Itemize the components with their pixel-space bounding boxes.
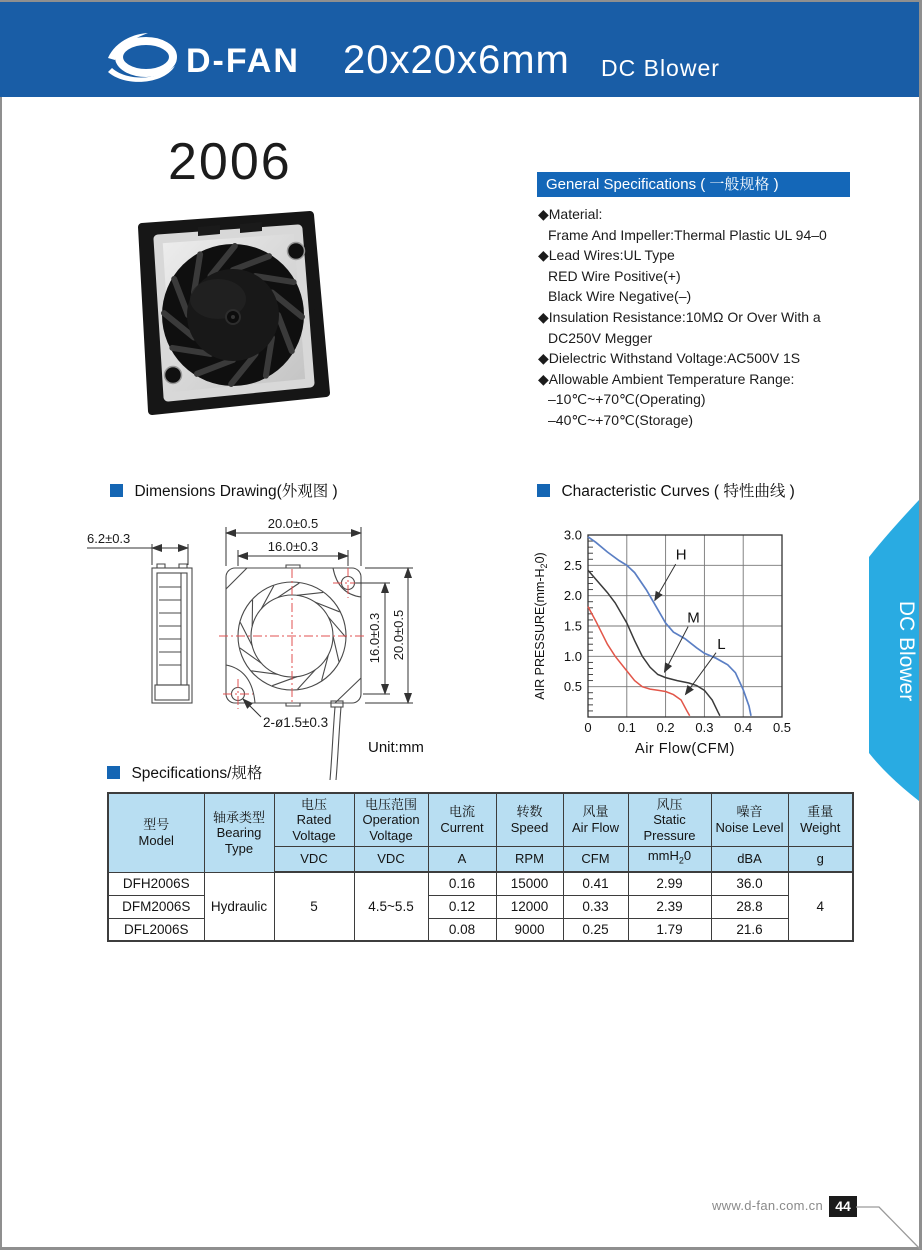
x-axis-title: Air Flow(CFM) [635,741,735,757]
unit-mmh2o: mmH$_2$0 [628,846,711,872]
svg-text:0: 0 [584,720,592,735]
blue-square-icon [537,484,550,497]
svg-text:M: M [687,609,700,627]
unit-dba: dBA [711,846,788,872]
table-row [108,872,853,895]
cell-noise: 28.8 [711,895,788,918]
col-header-noise: 噪音 Noise Level [711,793,788,846]
spec-item: ◆Material: [538,206,603,222]
dim-width-top-label: 20.0±0.5 [267,516,319,531]
svg-text:0.4: 0.4 [734,720,753,735]
side-tab-label: DC Blower [895,600,918,702]
svg-text:0.1: 0.1 [617,720,636,735]
cell-current: 0.12 [428,895,496,918]
col-header-operation-voltage: 电压范围 Operation Voltage [354,793,428,846]
footer-website: www.d-fan.com.cn [711,1198,823,1213]
spec-item: ◆Insulation Resistance:10MΩ Or Over With a [538,308,821,325]
col-header-model: 型号 Model [108,793,204,872]
col-header-speed: 转数 Speed [496,793,563,846]
svg-text:1.5: 1.5 [563,618,582,634]
dim-hole-pitch-top-label: 16.0±0.3 [267,539,319,554]
svg-text:0.3: 0.3 [695,720,714,735]
col-header-airflow: 风量 Air Flow [563,793,628,846]
footer-corner-line [855,1195,922,1250]
dim-hole-note-label: 2-ø1.5±0.3 [263,715,329,730]
col-header-weight: 重量 Weight [788,793,853,846]
cell-rated-voltage: 5 [274,872,354,941]
spec-item: ◆Dielectric Withstand Voltage:AC500V 1S [538,350,801,367]
svg-text:L: L [717,636,726,654]
unit-vdc: VDC [354,846,428,872]
cell-bearing-type: Hydraulic [204,872,274,941]
section-title-specifications: Specifications/规格 [107,761,262,783]
unit-label: Unit:mm [368,739,424,756]
blue-square-icon [107,766,120,779]
characteristic-curves-chart [520,510,820,768]
section-title-curves: Characteristic Curves ( 特性曲线 ) [537,479,795,501]
svg-text:H: H [675,546,687,564]
spec-item: ◆Allowable Ambient Temperature Range: [538,370,795,387]
blue-square-icon [110,484,123,497]
unit-g: g [788,846,853,872]
dimensions-drawing [85,505,535,790]
spec-item: Frame And Impeller:Thermal Plastic UL 94–0 [548,226,827,243]
general-specifications-list [538,204,888,431]
cell-model: DFL2006S [108,918,204,941]
col-header-rated-voltage: 电压 Rated Voltage [274,793,354,846]
section-title-dimensions: Dimensions Drawing(外观图 ) [110,479,338,501]
curve-m [588,570,720,716]
col-header-current: 电流 Current [428,793,496,846]
svg-text:0.2: 0.2 [656,720,675,735]
brand-name: D-FAN [186,42,300,80]
cell-current: 0.16 [428,872,496,895]
cell-weight: 4 [788,872,853,941]
page-number-badge: 44 [829,1196,857,1217]
specs-table [107,792,854,942]
cell-airflow: 0.33 [563,895,628,918]
spec-item: –10℃~+70℃(Operating) [548,391,706,408]
page-border-left [0,0,2,1250]
mounting-hole-top-right [288,243,305,260]
cell-speed: 15000 [496,872,563,895]
cell-pressure: 1.79 [628,918,711,941]
spec-item: DC250V Megger [548,329,653,346]
spec-item: RED Wire Positive(+) [548,267,681,284]
cell-speed: 9000 [496,918,563,941]
svg-text:3.0: 3.0 [563,527,582,543]
cell-noise: 21.6 [711,918,788,941]
product-size-title: 20x20x6mm [343,38,570,82]
spec-item: –40℃~+70℃(Storage) [548,411,694,428]
cell-current: 0.08 [428,918,496,941]
svg-text:1.0: 1.0 [563,648,582,664]
cell-pressure: 2.39 [628,895,711,918]
svg-text:0.5: 0.5 [563,679,582,695]
cell-speed: 12000 [496,895,563,918]
fan-swirl-logo-icon [100,28,184,86]
y-axis-title: AIR $PRESSURE(mm-H_20)$ [533,552,549,700]
cell-operation-voltage: 4.5~5.5 [354,872,428,941]
mounting-hole-bottom-left [165,367,182,384]
col-header-pressure: 风压 Static Pressure [628,793,711,846]
cell-model: DFM2006S [108,895,204,918]
col-header-bearing: 轴承类型 Bearing Type [204,793,274,872]
unit-rpm: RPM [496,846,563,872]
product-photo [128,203,350,441]
curve-l [588,607,690,716]
svg-text:2.5: 2.5 [563,557,582,573]
svg-text:2.0: 2.0 [563,588,582,604]
product-type-label: DC Blower [601,55,720,81]
spec-item: ◆Lead Wires:UL Type [538,247,675,264]
unit-a: A [428,846,496,872]
dim-depth-label: 6.2±0.3 [87,531,131,546]
header-bar [0,2,919,97]
cell-airflow: 0.25 [563,918,628,941]
spec-item: Black Wire Negative(–) [548,288,692,305]
unit-vdc: VDC [274,846,354,872]
cell-model: DFH2006S [108,872,204,895]
side-tab-dc-blower [860,495,920,807]
model-number-heading: 2006 [168,133,292,191]
cell-pressure: 2.99 [628,872,711,895]
dim-height-right-label: 20.0±0.5 [391,609,406,661]
cell-noise: 36.0 [711,872,788,895]
cell-airflow: 0.41 [563,872,628,895]
dim-hole-pitch-right-label: 16.0±0.3 [367,612,382,664]
unit-cfm: CFM [563,846,628,872]
svg-text:0.5: 0.5 [772,720,792,735]
general-specifications-header: General Specifications ( 一般规格 ) [537,172,850,197]
